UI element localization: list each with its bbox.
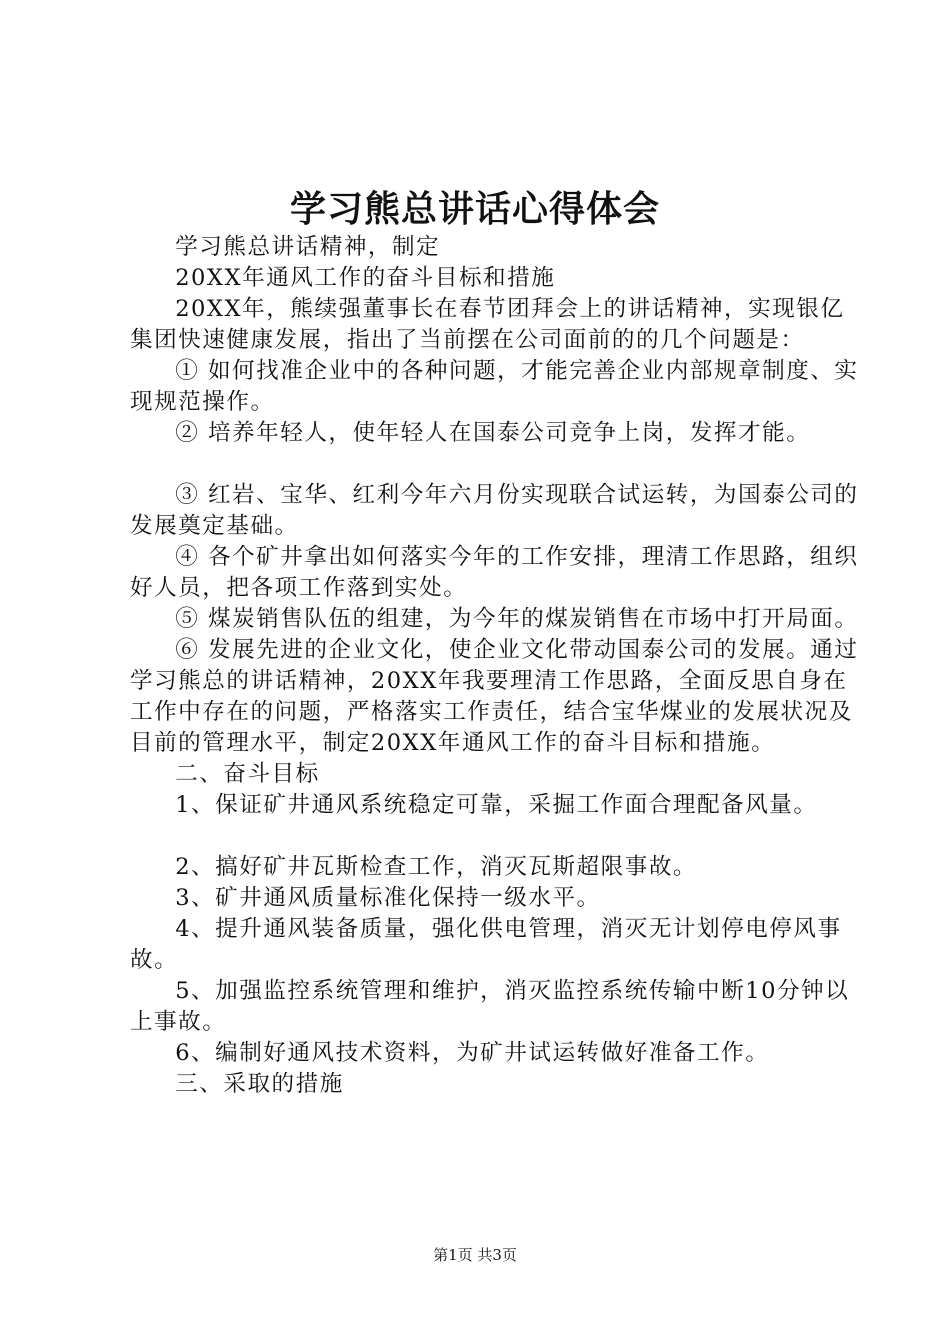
paragraph: 20XX年通风工作的奋斗目标和措施 — [175, 265, 556, 291]
list-item: 6、编制好通风技术资料，为矿井试运转做好准备工作。 — [175, 1040, 770, 1066]
document-body — [130, 232, 865, 1100]
list-item: ⑥ 发展先进的企业文化，使企业文化带动国泰公司的发展。通过学习熊总的讲话精神，20XX年我要理清工作思路，全面反思自身在工作中存在的问题，严格落实工作责任，结合宝华煤业的发展状况及目前的管理水平，制定20XX年通风工作的奋斗目标和措施。 — [130, 637, 859, 756]
list-item: 2、搞好矿井瓦斯检查工作，消灭瓦斯超限事故。 — [175, 854, 698, 880]
list-item: ④ 各个矿井拿出如何落实今年的工作安排，理清工作思路，组织好人员，把各项工作落到实处。 — [130, 544, 859, 601]
list-item: ② 培养年轻人，使年轻人在国泰公司竞争上岗，发挥才能。 — [175, 420, 811, 446]
list-item: ③ 红岩、宝华、红利今年六月份实现联合试运转，为国泰公司的发展奠定基础。 — [130, 482, 859, 539]
section-heading: 二、奋斗目标 — [175, 761, 320, 787]
paragraph: 20XX年，熊续强董事长在春节团拜会上的讲话精神，实现银亿集团快速健康发展，指出了当前摆在公司面前的的几个问题是： — [130, 296, 845, 353]
list-item: ① 如何找准企业中的各种问题，才能完善企业内部规章制度、实现规范操作。 — [130, 358, 859, 415]
list-item: 3、矿井通风质量标准化保持一级水平。 — [175, 885, 601, 911]
list-item: 5、加强监控系统管理和维护，消灭监控系统传输中断10分钟以上事故。 — [130, 978, 850, 1035]
section-heading: 三、采取的措施 — [175, 1071, 344, 1097]
list-item: 1、保证矿井通风系统稳定可靠，采掘工作面合理配备风量。 — [175, 792, 818, 818]
list-item: ⑤ 煤炭销售队伍的组建，为今年的煤炭销售在市场中打开局面。 — [175, 606, 859, 632]
paragraph: 学习熊总讲话精神，制定 — [175, 234, 441, 260]
list-item: 4、提升通风装备质量，强化供电管理，消灭无计划停电停风事故。 — [130, 916, 842, 973]
document-title: 学习熊总讲话心得体会 — [289, 188, 660, 230]
page-footer: 第1页 共3页 — [433, 1246, 517, 1264]
